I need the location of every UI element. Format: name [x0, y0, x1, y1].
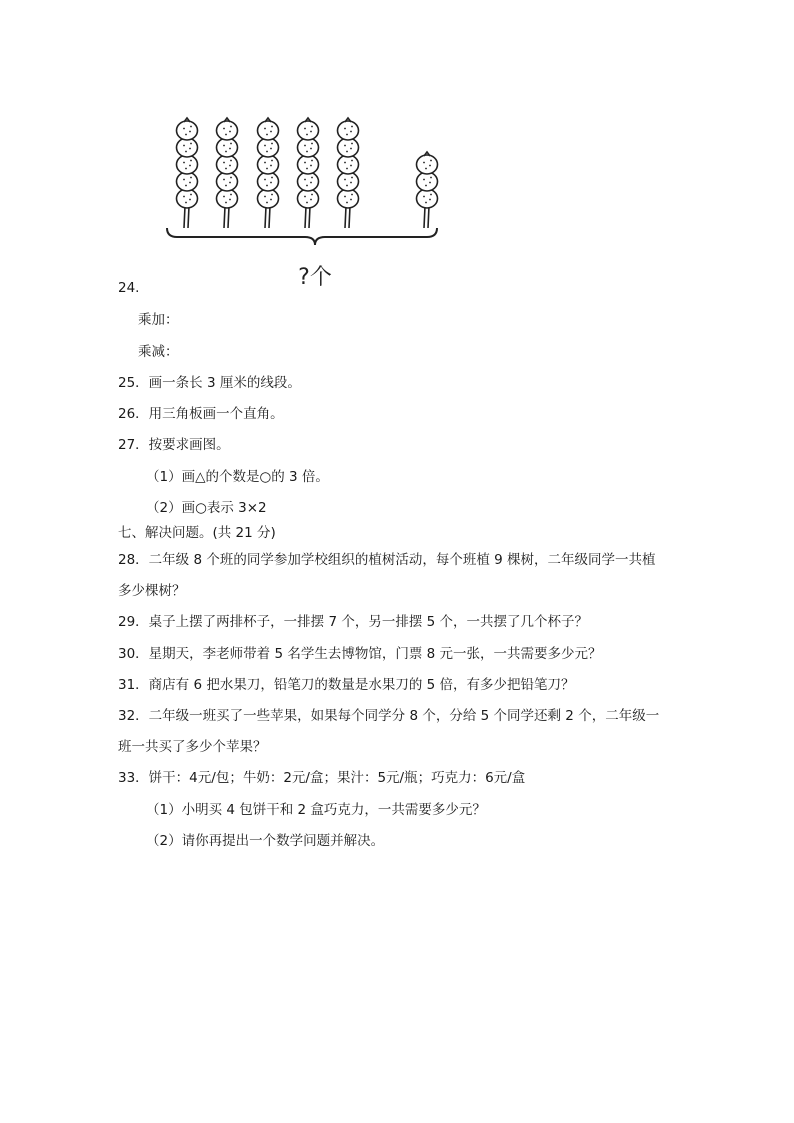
brace: [167, 228, 437, 245]
ball-dot: [190, 126, 192, 128]
ball-dot: [351, 194, 353, 196]
ball-dot: [344, 128, 346, 130]
ball-dot: [344, 145, 346, 147]
skewer-5: [338, 118, 359, 228]
ball-dot: [350, 165, 352, 167]
q30: 30．星期天，李老师带着 5 名学生去博物馆，门票 8 元一张，一共需要多少元？: [118, 646, 602, 662]
ball-dot: [225, 185, 227, 187]
haw-ball: [177, 138, 198, 157]
haw-ball: [338, 189, 359, 208]
ball-dot: [350, 131, 352, 133]
ball-dot: [425, 185, 427, 187]
ball-dot: [223, 196, 225, 198]
haw-ball: [298, 121, 319, 140]
q31: 31．商店有 6 把水果刀，铅笔刀的数量是水果刀的 5 倍，有多少把铅笔刀？: [118, 677, 575, 693]
ball-dot: [425, 168, 427, 170]
ball-dot: [189, 182, 191, 184]
stick: [305, 206, 310, 228]
ball-dot: [229, 182, 231, 184]
ball-dot: [271, 177, 273, 179]
haw-ball: [338, 172, 359, 191]
haw-ball: [217, 189, 238, 208]
ball-dot: [189, 199, 191, 201]
haw-ball: [338, 121, 359, 140]
ball-dot: [306, 168, 308, 170]
q33: 33．饼干：4元/包；牛奶：2元/盒；果汁：5元/瓶；巧克力：6元/盒: [118, 770, 526, 786]
ball-dot: [190, 160, 192, 162]
ball-dot: [270, 165, 272, 167]
ball-dot: [270, 131, 272, 133]
q24-multiply-subtract: 乘减：: [138, 344, 179, 360]
skewer-figure: [165, 104, 475, 300]
haw-ball: [217, 155, 238, 174]
ball-dot: [346, 168, 348, 170]
ball-dot: [310, 199, 312, 201]
ball-dot: [350, 199, 352, 201]
ball-dot: [230, 143, 232, 145]
stick: [265, 206, 270, 228]
haw-ball: [258, 189, 279, 208]
ball-dot: [264, 179, 266, 181]
ball-dot: [306, 185, 308, 187]
q32-line1: 32．二年级一班买了一些苹果，如果每个同学分 8 个，分给 5 个同学还剩 2 个，二年级一: [118, 708, 660, 724]
haw-ball: [298, 172, 319, 191]
skewer-group: [177, 118, 438, 228]
skewer-1: [177, 118, 198, 228]
ball-dot: [266, 202, 268, 204]
ball-dot: [229, 148, 231, 150]
ball-dot: [230, 126, 232, 128]
question-label: ?个: [298, 265, 332, 290]
q25: 25．画一条长 3 厘米的线段。: [118, 375, 301, 391]
ball-dot: [229, 131, 231, 133]
ball-dot: [230, 194, 232, 196]
ball-dot: [346, 202, 348, 204]
ball-dot: [423, 179, 425, 181]
ball-dot: [230, 160, 232, 162]
ball-dot: [311, 194, 313, 196]
ball-dot: [223, 128, 225, 130]
haw-ball: [177, 189, 198, 208]
ball-dot: [344, 162, 346, 164]
ball-dot: [310, 131, 312, 133]
ball-dot: [185, 185, 187, 187]
skewer-2: [217, 118, 238, 228]
haw-ball: [417, 172, 438, 191]
skewer-6: [417, 152, 438, 228]
haw-ball: [298, 155, 319, 174]
stick: [424, 206, 429, 228]
ball-dot: [185, 134, 187, 136]
ball-dot: [304, 196, 306, 198]
ball-dot: [425, 202, 427, 204]
haw-ball: [298, 189, 319, 208]
ball-dot: [266, 168, 268, 170]
ball-dot: [429, 182, 431, 184]
haw-ball: [338, 138, 359, 157]
ball-dot: [183, 145, 185, 147]
ball-dot: [270, 199, 272, 201]
q26: 26．用三角板画一个直角。: [118, 406, 284, 422]
ball-dot: [229, 165, 231, 167]
skewer-4: [298, 118, 319, 228]
ball-dot: [304, 145, 306, 147]
ball-dot: [223, 145, 225, 147]
ball-dot: [271, 194, 273, 196]
ball-dot: [264, 196, 266, 198]
q28-line1: 28．二年级 8 个班的同学参加学校组织的植树活动，每个班植 9 棵树，二年级同学一共植: [118, 552, 656, 568]
ball-dot: [264, 145, 266, 147]
ball-dot: [266, 134, 268, 136]
ball-dot: [185, 202, 187, 204]
ball-dot: [270, 182, 272, 184]
haw-ball: [258, 155, 279, 174]
ball-dot: [185, 168, 187, 170]
ball-dot: [311, 143, 313, 145]
haw-ball: [338, 155, 359, 174]
ball-dot: [185, 151, 187, 153]
q33-sub2: （2）请你再提出一个数学问题并解决。: [146, 833, 385, 849]
stick: [184, 206, 189, 228]
ball-dot: [310, 148, 312, 150]
q27: 27．按要求画图。: [118, 437, 230, 453]
haw-ball: [298, 138, 319, 157]
ball-dot: [225, 151, 227, 153]
ball-dot: [344, 196, 346, 198]
ball-dot: [310, 165, 312, 167]
q24-number: 24.: [118, 280, 140, 296]
ball-dot: [429, 165, 431, 167]
ball-dot: [264, 128, 266, 130]
ball-dot: [430, 177, 432, 179]
ball-dot: [225, 168, 227, 170]
ball-dot: [310, 182, 312, 184]
haw-ball: [177, 172, 198, 191]
q24-multiply-add: 乘加：: [138, 312, 179, 328]
section-7-title: 七、解决问题。(共 21 分): [118, 525, 276, 541]
ball-dot: [189, 165, 191, 167]
ball-dot: [351, 143, 353, 145]
ball-dot: [189, 148, 191, 150]
ball-dot: [423, 162, 425, 164]
ball-dot: [270, 148, 272, 150]
ball-dot: [430, 194, 432, 196]
ball-dot: [306, 202, 308, 204]
ball-dot: [229, 199, 231, 201]
ball-dot: [190, 194, 192, 196]
ball-dot: [350, 148, 352, 150]
ball-dot: [351, 177, 353, 179]
ball-dot: [304, 128, 306, 130]
ball-dot: [264, 162, 266, 164]
q27-sub1: （1）画△的个数是○的 3 倍。: [146, 469, 329, 485]
q32-line2: 班一共买了多少个苹果？: [118, 739, 267, 755]
haw-ball: [417, 155, 438, 174]
ball-dot: [351, 126, 353, 128]
ball-dot: [350, 182, 352, 184]
q27-sub2: （2）画○表示 3×2: [146, 500, 267, 516]
ball-dot: [344, 179, 346, 181]
haw-ball: [177, 155, 198, 174]
ball-dot: [183, 196, 185, 198]
ball-dot: [423, 196, 425, 198]
ball-dot: [225, 134, 227, 136]
haw-ball: [217, 172, 238, 191]
ball-dot: [346, 185, 348, 187]
ball-dot: [304, 162, 306, 164]
ball-dot: [183, 162, 185, 164]
ball-dot: [183, 128, 185, 130]
q28-line2: 多少棵树？: [118, 583, 186, 599]
skewer-3: [258, 118, 279, 228]
ball-dot: [306, 134, 308, 136]
haw-ball: [258, 172, 279, 191]
haw-ball: [258, 138, 279, 157]
ball-dot: [223, 179, 225, 181]
ball-dot: [223, 162, 225, 164]
haw-ball: [177, 121, 198, 140]
haw-ball: [258, 121, 279, 140]
q33-sub1: （1）小明买 4 包饼干和 2 盒巧克力，一共需要多少元？: [146, 802, 486, 818]
ball-dot: [306, 151, 308, 153]
ball-dot: [225, 202, 227, 204]
stick: [345, 206, 350, 228]
ball-dot: [271, 143, 273, 145]
ball-dot: [190, 177, 192, 179]
haw-ball: [417, 189, 438, 208]
haw-ball: [217, 138, 238, 157]
ball-dot: [266, 151, 268, 153]
ball-dot: [304, 179, 306, 181]
ball-dot: [189, 131, 191, 133]
ball-dot: [311, 160, 313, 162]
ball-dot: [311, 126, 313, 128]
q29: 29．桌子上摆了两排杯子，一排摆 7 个，另一排摆 5 个，一共摆了几个杯子？: [118, 614, 589, 630]
ball-dot: [430, 160, 432, 162]
ball-dot: [351, 160, 353, 162]
haw-ball: [217, 121, 238, 140]
ball-dot: [190, 143, 192, 145]
ball-dot: [346, 151, 348, 153]
ball-dot: [230, 177, 232, 179]
ball-dot: [183, 179, 185, 181]
skewer-illustration: [165, 104, 475, 300]
ball-dot: [266, 185, 268, 187]
ball-dot: [271, 126, 273, 128]
ball-dot: [429, 199, 431, 201]
ball-dot: [311, 177, 313, 179]
ball-dot: [271, 160, 273, 162]
ball-dot: [346, 134, 348, 136]
stick: [224, 206, 229, 228]
